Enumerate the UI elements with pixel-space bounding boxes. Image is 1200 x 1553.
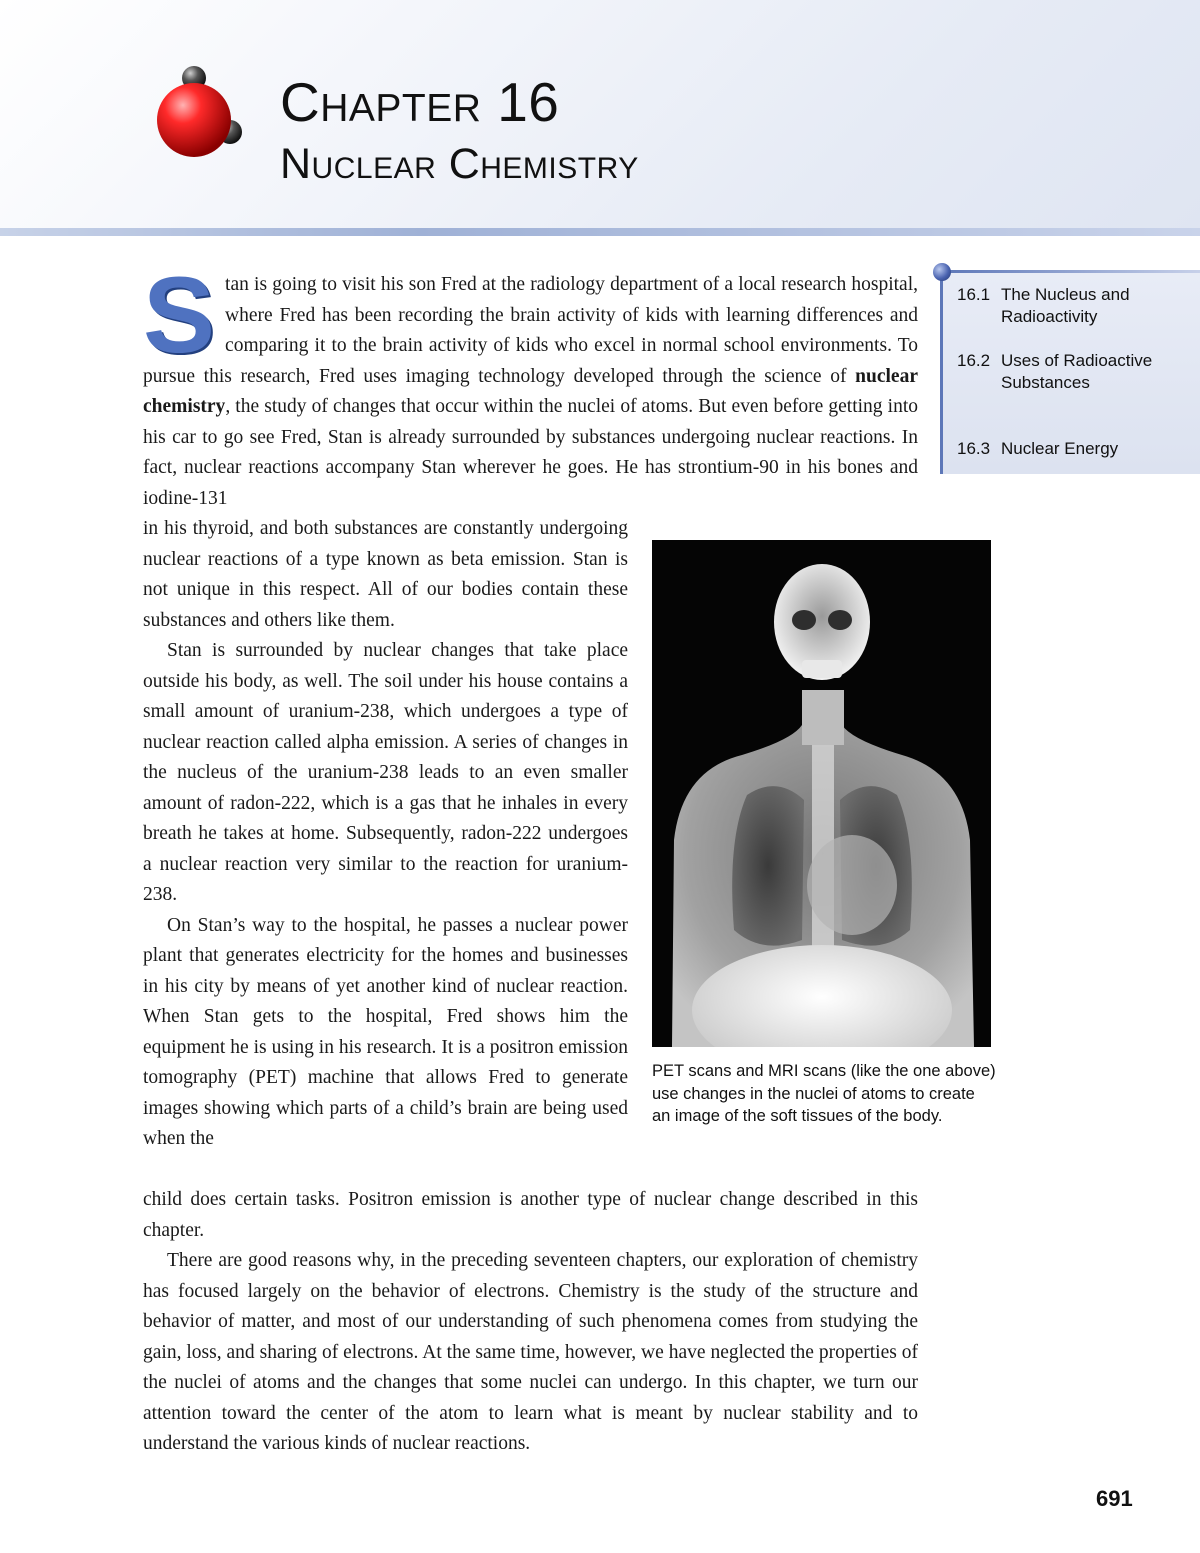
header-rule bbox=[0, 228, 1200, 236]
section-toc bbox=[940, 270, 1200, 474]
intro-block bbox=[143, 254, 918, 514]
toc-item-label: Uses of Radioactive Substances bbox=[1001, 351, 1153, 392]
closing-block bbox=[143, 1185, 918, 1460]
paragraph-4: There are good reasons why, in the preceding seventeen chapters, our exploration of chemistry has focused largely on the behavior of electrons. Chemistry is the study of the structure and behavior of matter, and most of our understanding of such phenomena comes from studying the gain, loss, and sharing of electrons. At the same time, however, we have neglected the properties of the nuclei of atoms and the changes that some nuclei can undergo. In this chapter, we turn our attention toward the center of the atom to learn what is meant by nuclear stability and to understand the various kinds of nuclear reactions. bbox=[143, 1250, 918, 1454]
chapter-title: Chapter 16 bbox=[280, 71, 560, 133]
toc-item-number: 16.2 bbox=[957, 351, 991, 370]
toc-item-label: Nuclear Energy bbox=[1001, 439, 1119, 458]
key-term-nuclear-chemistry: nuclear chemistry bbox=[143, 365, 918, 417]
toc-item-label: The Nucleus and Radioactivity bbox=[1001, 285, 1130, 326]
chapter-subtitle: Nuclear Chemistry bbox=[280, 140, 639, 188]
toc-item-number: 16.3 bbox=[957, 439, 991, 458]
paragraph-3-start: On Stan’s way to the hospital, he passes a nuclear power plant that generates electricity for the homes and businesses in his city by means of yet another kind of nuclear reaction. When Stan gets to the hospital, Fred shows him the equipment he is using in his research. It is a positron emission tomography (PET) machine that allows Fred to generate images showing which parts of a child’s brain are being used when the bbox=[143, 914, 628, 1149]
paragraph-continued: in his thyroid, and both substances are constantly undergoing nuclear reactions of a type known as beta emission. Stan is not unique in this respect. All of our bodies contain these substances and others like them. bbox=[143, 518, 628, 631]
paragraph-3-end: child does certain tasks. Positron emission is another type of nuclear change described in this chapter. bbox=[143, 1189, 918, 1241]
drop-cap: S bbox=[143, 254, 216, 375]
xray-image bbox=[652, 540, 991, 1047]
toc-item-16-2[interactable] bbox=[957, 350, 1196, 394]
water-molecule-icon bbox=[150, 64, 250, 164]
intro-paragraph bbox=[143, 254, 918, 514]
toc-item-number: 16.1 bbox=[957, 285, 991, 304]
intro-text-rest: , the study of changes that occur within the nuclei of atoms. But even before getting into his car to go see Fred, Stan is already surrounded by substances undergoing nuclear reactions. In fact, nuclear reactions accompany Stan wherever he goes. He has strontium-90 in his bones and iodine-131 bbox=[143, 396, 918, 509]
toc-bullet-icon bbox=[933, 263, 951, 281]
narrow-column bbox=[143, 514, 628, 1155]
toc-item-16-1[interactable] bbox=[957, 284, 1196, 328]
xray-figure bbox=[652, 540, 991, 1047]
intro-text: tan is going to visit his son Fred at the radiology department of a local research hospital, where Fred has been recording the brain activity of kids with learning differences and comparing it to the brain activity of kids who excel in normal school environments. To pursue this research, Fred uses imaging technology developed through the science of bbox=[143, 274, 918, 387]
page-number: 691 bbox=[1096, 1486, 1133, 1511]
toc-item-16-3[interactable] bbox=[957, 438, 1196, 460]
toc-rule bbox=[943, 270, 1200, 273]
figure-caption: PET scans and MRI scans (like the one above) use changes in the nuclei of atoms to create an image of the soft tissues of the body. bbox=[652, 1062, 996, 1125]
paragraph-2: Stan is surrounded by nuclear changes that take place outside his body, as well. The soil under his house contains a small amount of uranium-238, which undergoes a type of nuclear reaction called alpha emission. A series of changes in the nucleus of the uranium-238 leads to an even smaller amount of radon-222, which is a gas that he inhales in every breath he takes at home. Subsequently, radon-222 undergoes a nuclear reaction very similar to the reaction for uranium-238. bbox=[143, 640, 628, 905]
